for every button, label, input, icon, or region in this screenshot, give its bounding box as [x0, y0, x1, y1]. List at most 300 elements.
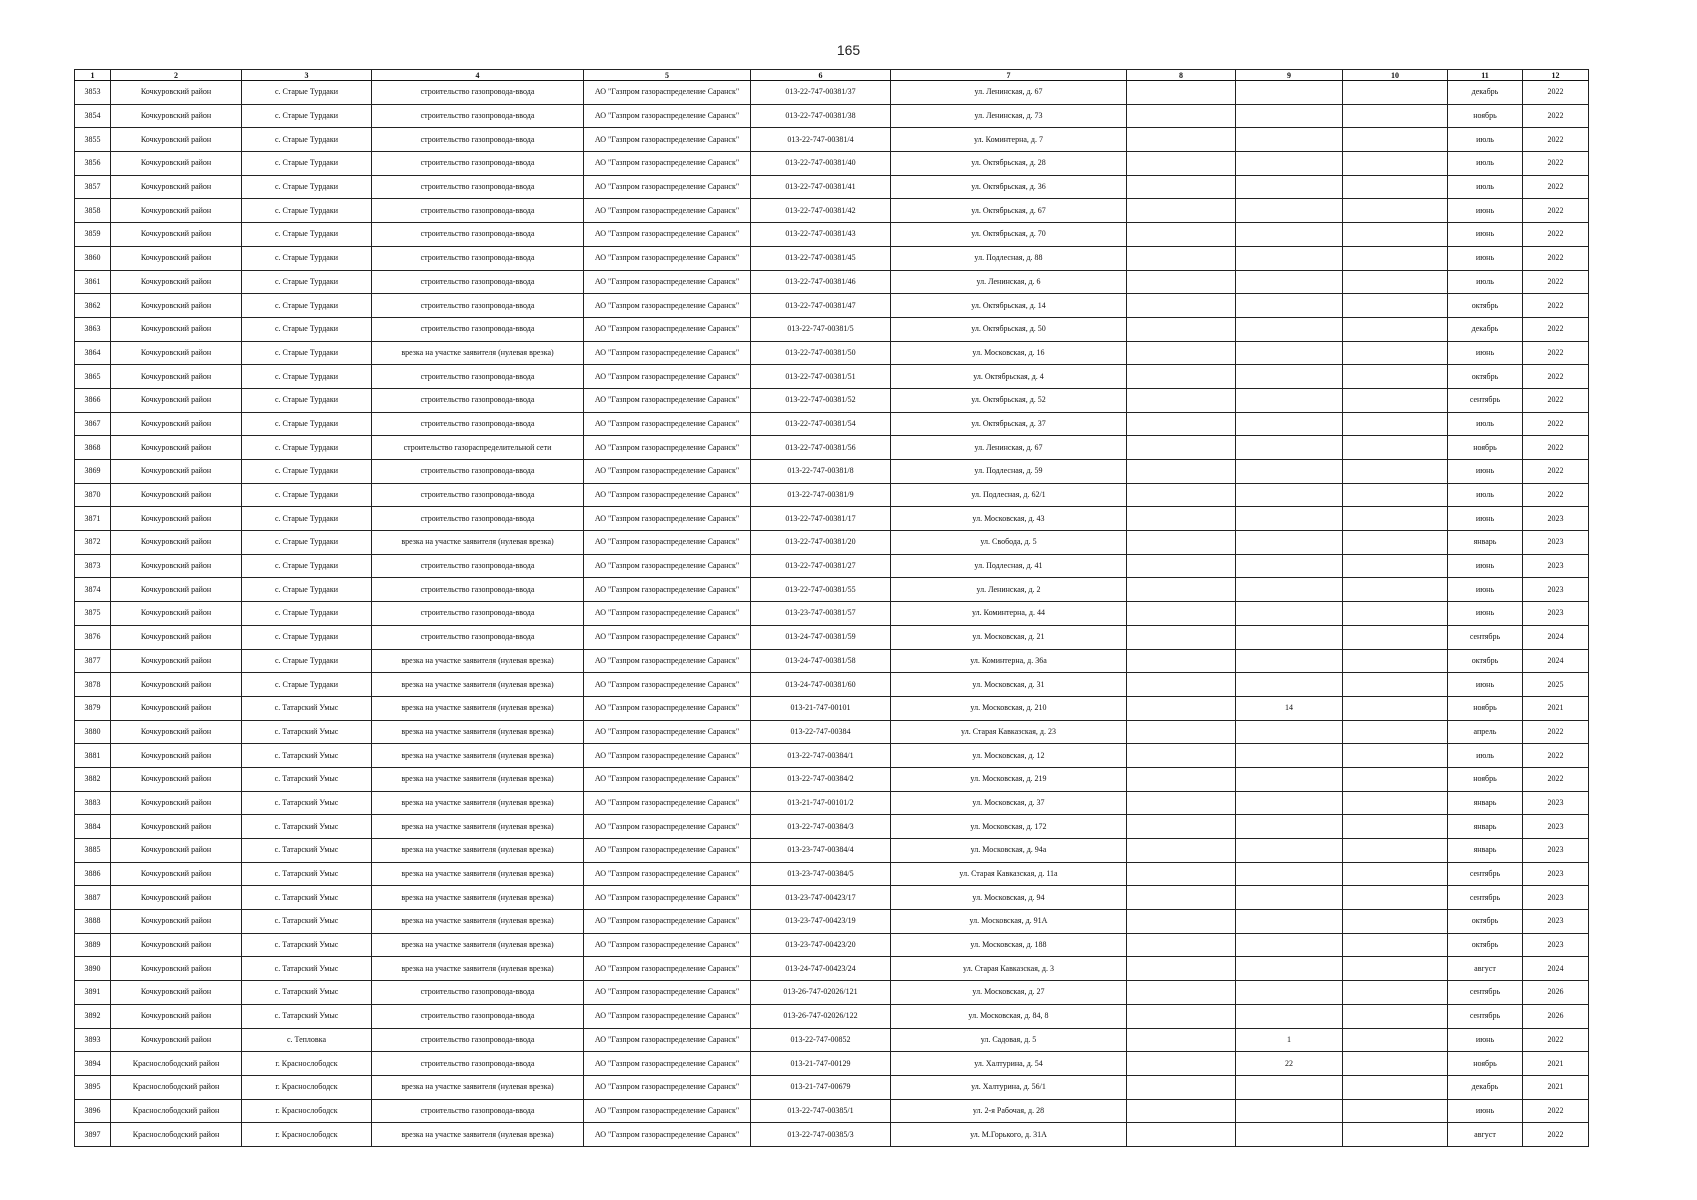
locality-cell: с. Старые Турдаки	[242, 483, 372, 507]
organization-cell: АО "Газпром газораспределение Саранск"	[584, 507, 751, 531]
work-type-cell: строительство газопровода-ввода	[372, 294, 584, 318]
column-8-cell	[1127, 602, 1236, 626]
organization-cell: АО "Газпром газораспределение Саранск"	[584, 649, 751, 673]
column-10-cell	[1343, 720, 1448, 744]
table-row	[75, 673, 1589, 697]
column-header: 6	[751, 70, 891, 81]
address-cell: ул. Ленинская, д. 2	[891, 578, 1127, 602]
locality-cell: с. Старые Турдаки	[242, 152, 372, 176]
address-cell: ул. Московская, д. 84, 8	[891, 1004, 1127, 1028]
column-8-cell	[1127, 1052, 1236, 1076]
month-cell: июнь	[1448, 673, 1523, 697]
code-cell: 013-22-747-00381/52	[751, 388, 891, 412]
column-8-cell	[1127, 223, 1236, 247]
table-row	[75, 294, 1589, 318]
year-cell: 2022	[1523, 744, 1589, 768]
code-cell: 013-24-747-00381/58	[751, 649, 891, 673]
column-header: 3	[242, 70, 372, 81]
district-cell: Кочкуровский район	[111, 649, 242, 673]
address-cell: ул. Московская, д. 172	[891, 815, 1127, 839]
address-cell: ул. Московская, д. 27	[891, 981, 1127, 1005]
address-cell: ул. Ленинская, д. 6	[891, 270, 1127, 294]
row-number: 3882	[75, 767, 111, 791]
row-number: 3871	[75, 507, 111, 531]
work-type-cell: строительство газопровода-ввода	[372, 104, 584, 128]
column-10-cell	[1343, 910, 1448, 934]
month-cell: июнь	[1448, 1028, 1523, 1052]
month-cell: июль	[1448, 175, 1523, 199]
district-cell: Кочкуровский район	[111, 933, 242, 957]
column-9-cell	[1236, 767, 1343, 791]
month-cell: июнь	[1448, 341, 1523, 365]
column-10-cell	[1343, 294, 1448, 318]
code-cell: 013-21-747-00101	[751, 696, 891, 720]
column-8-cell	[1127, 483, 1236, 507]
table-row	[75, 744, 1589, 768]
table-row	[75, 175, 1589, 199]
code-cell: 013-22-747-00381/20	[751, 531, 891, 555]
district-cell: Краснослободский район	[111, 1075, 242, 1099]
work-type-cell: строительство газопровода-ввода	[372, 1052, 584, 1076]
column-9-cell	[1236, 1004, 1343, 1028]
column-8-cell	[1127, 933, 1236, 957]
column-9-cell	[1236, 152, 1343, 176]
year-cell: 2022	[1523, 767, 1589, 791]
table-row	[75, 460, 1589, 484]
column-8-cell	[1127, 720, 1236, 744]
column-9-cell: 22	[1236, 1052, 1343, 1076]
district-cell: Кочкуровский район	[111, 886, 242, 910]
locality-cell: с. Старые Турдаки	[242, 294, 372, 318]
column-10-cell	[1343, 152, 1448, 176]
column-8-cell	[1127, 104, 1236, 128]
code-cell: 013-22-747-00381/37	[751, 81, 891, 105]
organization-cell: АО "Газпром газораспределение Саранск"	[584, 981, 751, 1005]
work-type-cell: врезка на участке заявителя (нулевая врезка)	[372, 744, 584, 768]
column-header: 5	[584, 70, 751, 81]
year-cell: 2022	[1523, 720, 1589, 744]
table-row	[75, 483, 1589, 507]
table-row	[75, 625, 1589, 649]
row-number: 3869	[75, 460, 111, 484]
table-row	[75, 1099, 1589, 1123]
code-cell: 013-21-747-00101/2	[751, 791, 891, 815]
column-8-cell	[1127, 1075, 1236, 1099]
column-9-cell	[1236, 128, 1343, 152]
month-cell: июль	[1448, 483, 1523, 507]
row-number: 3893	[75, 1028, 111, 1052]
district-cell: Кочкуровский район	[111, 791, 242, 815]
column-9-cell	[1236, 388, 1343, 412]
row-number: 3892	[75, 1004, 111, 1028]
month-cell: апрель	[1448, 720, 1523, 744]
work-type-cell: строительство газопровода-ввода	[372, 602, 584, 626]
year-cell: 2023	[1523, 602, 1589, 626]
column-10-cell	[1343, 341, 1448, 365]
month-cell: июль	[1448, 412, 1523, 436]
column-10-cell	[1343, 625, 1448, 649]
locality-cell: с. Татарский Умыс	[242, 981, 372, 1005]
year-cell: 2022	[1523, 294, 1589, 318]
work-type-cell: строительство газопровода-ввода	[372, 412, 584, 436]
year-cell: 2024	[1523, 649, 1589, 673]
table-row	[75, 507, 1589, 531]
address-cell: ул. М.Горького, д. 31А	[891, 1123, 1127, 1147]
organization-cell: АО "Газпром газораспределение Саранск"	[584, 886, 751, 910]
locality-cell: с. Старые Турдаки	[242, 175, 372, 199]
month-cell: сентябрь	[1448, 886, 1523, 910]
district-cell: Кочкуровский район	[111, 483, 242, 507]
code-cell: 013-22-747-00384/1	[751, 744, 891, 768]
year-cell: 2022	[1523, 199, 1589, 223]
district-cell: Кочкуровский район	[111, 246, 242, 270]
work-type-cell: врезка на участке заявителя (нулевая врезка)	[372, 649, 584, 673]
locality-cell: с. Татарский Умыс	[242, 767, 372, 791]
column-9-cell	[1236, 862, 1343, 886]
month-cell: июнь	[1448, 199, 1523, 223]
organization-cell: АО "Газпром газораспределение Саранск"	[584, 554, 751, 578]
code-cell: 013-22-747-00381/5	[751, 317, 891, 341]
column-9-cell	[1236, 1099, 1343, 1123]
year-cell: 2022	[1523, 175, 1589, 199]
locality-cell: г. Краснослободск	[242, 1075, 372, 1099]
district-cell: Кочкуровский район	[111, 696, 242, 720]
address-cell: ул. Халтурина, д. 54	[891, 1052, 1127, 1076]
column-8-cell	[1127, 531, 1236, 555]
district-cell: Кочкуровский район	[111, 270, 242, 294]
row-number: 3855	[75, 128, 111, 152]
district-cell: Кочкуровский район	[111, 81, 242, 105]
organization-cell: АО "Газпром газораспределение Саранск"	[584, 720, 751, 744]
organization-cell: АО "Газпром газораспределение Саранск"	[584, 412, 751, 436]
code-cell: 013-22-747-00381/42	[751, 199, 891, 223]
table-row	[75, 720, 1589, 744]
year-cell: 2023	[1523, 507, 1589, 531]
month-cell: октябрь	[1448, 910, 1523, 934]
district-cell: Краснослободский район	[111, 1123, 242, 1147]
locality-cell: с. Старые Турдаки	[242, 246, 372, 270]
organization-cell: АО "Газпром газораспределение Саранск"	[584, 957, 751, 981]
address-cell: ул. Московская, д. 31	[891, 673, 1127, 697]
table-row	[75, 104, 1589, 128]
locality-cell: с. Татарский Умыс	[242, 957, 372, 981]
district-cell: Кочкуровский район	[111, 436, 242, 460]
code-cell: 013-22-747-00384/3	[751, 815, 891, 839]
column-10-cell	[1343, 460, 1448, 484]
organization-cell: АО "Газпром газораспределение Саранск"	[584, 839, 751, 863]
district-cell: Кочкуровский район	[111, 862, 242, 886]
month-cell: июнь	[1448, 507, 1523, 531]
table-row	[75, 199, 1589, 223]
address-cell: ул. Октябрьская, д. 14	[891, 294, 1127, 318]
locality-cell: с. Татарский Умыс	[242, 839, 372, 863]
code-cell: 013-22-747-00381/8	[751, 460, 891, 484]
row-number: 3874	[75, 578, 111, 602]
locality-cell: с. Старые Турдаки	[242, 388, 372, 412]
column-9-cell	[1236, 720, 1343, 744]
district-cell: Кочкуровский район	[111, 1028, 242, 1052]
year-cell: 2022	[1523, 365, 1589, 389]
address-cell: ул. Московская, д. 91А	[891, 910, 1127, 934]
code-cell: 013-22-747-00381/54	[751, 412, 891, 436]
district-cell: Кочкуровский район	[111, 1004, 242, 1028]
code-cell: 013-22-747-00381/43	[751, 223, 891, 247]
table-row	[75, 81, 1589, 105]
locality-cell: с. Татарский Умыс	[242, 933, 372, 957]
month-cell: сентябрь	[1448, 625, 1523, 649]
locality-cell: с. Старые Турдаки	[242, 602, 372, 626]
address-cell: ул. Московская, д. 188	[891, 933, 1127, 957]
column-9-cell	[1236, 175, 1343, 199]
locality-cell: с. Старые Турдаки	[242, 460, 372, 484]
month-cell: январь	[1448, 815, 1523, 839]
row-number: 3873	[75, 554, 111, 578]
table-row	[75, 1052, 1589, 1076]
district-cell: Кочкуровский район	[111, 460, 242, 484]
table-row	[75, 128, 1589, 152]
row-number: 3859	[75, 223, 111, 247]
locality-cell: с. Татарский Умыс	[242, 862, 372, 886]
month-cell: июнь	[1448, 554, 1523, 578]
district-cell: Краснослободский район	[111, 1099, 242, 1123]
locality-cell: с. Тепловка	[242, 1028, 372, 1052]
work-type-cell: врезка на участке заявителя (нулевая врезка)	[372, 720, 584, 744]
year-cell: 2022	[1523, 341, 1589, 365]
address-cell: ул. Октябрьская, д. 4	[891, 365, 1127, 389]
year-cell: 2022	[1523, 436, 1589, 460]
column-8-cell	[1127, 839, 1236, 863]
district-cell: Кочкуровский район	[111, 365, 242, 389]
month-cell: июль	[1448, 152, 1523, 176]
row-number: 3863	[75, 317, 111, 341]
month-cell: ноябрь	[1448, 767, 1523, 791]
year-cell: 2021	[1523, 1052, 1589, 1076]
column-10-cell	[1343, 317, 1448, 341]
code-cell: 013-26-747-02026/121	[751, 981, 891, 1005]
column-9-cell	[1236, 81, 1343, 105]
column-10-cell	[1343, 507, 1448, 531]
district-cell: Краснослободский район	[111, 1052, 242, 1076]
column-8-cell	[1127, 388, 1236, 412]
column-9-cell	[1236, 649, 1343, 673]
code-cell: 013-22-747-00381/41	[751, 175, 891, 199]
column-8-cell	[1127, 696, 1236, 720]
column-8-cell	[1127, 1099, 1236, 1123]
organization-cell: АО "Газпром газораспределение Саранск"	[584, 223, 751, 247]
work-type-cell: врезка на участке заявителя (нулевая врезка)	[372, 767, 584, 791]
district-cell: Кочкуровский район	[111, 531, 242, 555]
organization-cell: АО "Газпром газораспределение Саранск"	[584, 1075, 751, 1099]
table-row	[75, 957, 1589, 981]
column-10-cell	[1343, 1099, 1448, 1123]
work-type-cell: строительство газопровода-ввода	[372, 1028, 584, 1052]
district-cell: Кочкуровский район	[111, 720, 242, 744]
organization-cell: АО "Газпром газораспределение Саранск"	[584, 1099, 751, 1123]
row-number: 3878	[75, 673, 111, 697]
column-10-cell	[1343, 602, 1448, 626]
organization-cell: АО "Газпром газораспределение Саранск"	[584, 673, 751, 697]
row-number: 3867	[75, 412, 111, 436]
locality-cell: с. Старые Турдаки	[242, 341, 372, 365]
table-row	[75, 649, 1589, 673]
district-cell: Кочкуровский район	[111, 388, 242, 412]
code-cell: 013-22-747-00385/3	[751, 1123, 891, 1147]
column-10-cell	[1343, 791, 1448, 815]
row-number: 3880	[75, 720, 111, 744]
row-number: 3897	[75, 1123, 111, 1147]
column-8-cell	[1127, 1004, 1236, 1028]
district-cell: Кочкуровский район	[111, 152, 242, 176]
code-cell: 013-26-747-02026/122	[751, 1004, 891, 1028]
column-8-cell	[1127, 791, 1236, 815]
year-cell: 2023	[1523, 815, 1589, 839]
address-cell: ул. Октябрьская, д. 52	[891, 388, 1127, 412]
district-cell: Кочкуровский район	[111, 507, 242, 531]
district-cell: Кочкуровский район	[111, 744, 242, 768]
address-cell: ул. Подлесная, д. 41	[891, 554, 1127, 578]
work-type-cell: врезка на участке заявителя (нулевая врезка)	[372, 815, 584, 839]
table-row	[75, 1004, 1589, 1028]
row-number: 3891	[75, 981, 111, 1005]
row-number: 3856	[75, 152, 111, 176]
column-9-cell	[1236, 933, 1343, 957]
column-9-cell	[1236, 981, 1343, 1005]
row-number: 3896	[75, 1099, 111, 1123]
organization-cell: АО "Газпром газораспределение Саранск"	[584, 696, 751, 720]
column-10-cell	[1343, 673, 1448, 697]
locality-cell: г. Краснослободск	[242, 1052, 372, 1076]
work-type-cell: врезка на участке заявителя (нулевая врезка)	[372, 933, 584, 957]
district-cell: Кочкуровский район	[111, 602, 242, 626]
code-cell: 013-23-747-00423/19	[751, 910, 891, 934]
year-cell: 2023	[1523, 886, 1589, 910]
column-8-cell	[1127, 199, 1236, 223]
organization-cell: АО "Газпром газораспределение Саранск"	[584, 1052, 751, 1076]
column-9-cell	[1236, 1075, 1343, 1099]
district-cell: Кочкуровский район	[111, 578, 242, 602]
row-number: 3885	[75, 839, 111, 863]
work-type-cell: строительство газопровода-ввода	[372, 388, 584, 412]
column-10-cell	[1343, 696, 1448, 720]
locality-cell: с. Старые Турдаки	[242, 673, 372, 697]
table-row	[75, 270, 1589, 294]
row-number: 3857	[75, 175, 111, 199]
organization-cell: АО "Газпром газораспределение Саранск"	[584, 933, 751, 957]
district-cell: Кочкуровский район	[111, 815, 242, 839]
work-type-cell: врезка на участке заявителя (нулевая врезка)	[372, 886, 584, 910]
district-cell: Кочкуровский район	[111, 673, 242, 697]
column-8-cell	[1127, 1028, 1236, 1052]
organization-cell: АО "Газпром газораспределение Саранск"	[584, 246, 751, 270]
address-cell: ул. Ленинская, д. 67	[891, 436, 1127, 460]
organization-cell: АО "Газпром газораспределение Саранск"	[584, 791, 751, 815]
column-8-cell	[1127, 294, 1236, 318]
code-cell: 013-23-747-00384/4	[751, 839, 891, 863]
locality-cell: с. Татарский Умыс	[242, 815, 372, 839]
column-9-cell: 1	[1236, 1028, 1343, 1052]
code-cell: 013-22-747-00381/50	[751, 341, 891, 365]
locality-cell: с. Татарский Умыс	[242, 720, 372, 744]
column-9-cell	[1236, 270, 1343, 294]
address-cell: ул. Московская, д. 43	[891, 507, 1127, 531]
work-type-cell: врезка на участке заявителя (нулевая врезка)	[372, 673, 584, 697]
locality-cell: с. Татарский Умыс	[242, 696, 372, 720]
column-10-cell	[1343, 1075, 1448, 1099]
row-number: 3888	[75, 910, 111, 934]
address-cell: ул. Октябрьская, д. 28	[891, 152, 1127, 176]
locality-cell: с. Старые Турдаки	[242, 81, 372, 105]
code-cell: 013-22-747-00381/4	[751, 128, 891, 152]
code-cell: 013-24-747-00381/59	[751, 625, 891, 649]
work-type-cell: строительство газопровода-ввода	[372, 199, 584, 223]
organization-cell: АО "Газпром газораспределение Саранск"	[584, 317, 751, 341]
address-cell: ул. Московская, д. 12	[891, 744, 1127, 768]
organization-cell: АО "Газпром газораспределение Саранск"	[584, 199, 751, 223]
work-type-cell: строительство газопровода-ввода	[372, 554, 584, 578]
column-9-cell	[1236, 625, 1343, 649]
column-9-cell	[1236, 317, 1343, 341]
locality-cell: с. Старые Турдаки	[242, 625, 372, 649]
address-cell: ул. Московская, д. 210	[891, 696, 1127, 720]
month-cell: январь	[1448, 531, 1523, 555]
address-cell: ул. Подлесная, д. 62/1	[891, 483, 1127, 507]
column-9-cell	[1236, 815, 1343, 839]
column-10-cell	[1343, 839, 1448, 863]
month-cell: сентябрь	[1448, 1004, 1523, 1028]
locality-cell: с. Старые Турдаки	[242, 104, 372, 128]
row-number: 3862	[75, 294, 111, 318]
organization-cell: АО "Газпром газораспределение Саранск"	[584, 341, 751, 365]
code-cell: 013-22-747-00381/45	[751, 246, 891, 270]
month-cell: январь	[1448, 839, 1523, 863]
column-8-cell	[1127, 578, 1236, 602]
column-9-cell	[1236, 744, 1343, 768]
column-8-cell	[1127, 767, 1236, 791]
column-8-cell	[1127, 270, 1236, 294]
month-cell: сентябрь	[1448, 388, 1523, 412]
work-type-cell: строительство газопровода-ввода	[372, 152, 584, 176]
work-type-cell: врезка на участке заявителя (нулевая врезка)	[372, 531, 584, 555]
column-10-cell	[1343, 862, 1448, 886]
month-cell: октябрь	[1448, 365, 1523, 389]
month-cell: декабрь	[1448, 317, 1523, 341]
work-type-cell: строительство газопровода-ввода	[372, 483, 584, 507]
table-row	[75, 554, 1589, 578]
column-9-cell	[1236, 1123, 1343, 1147]
work-type-cell: строительство газораспределительной сети	[372, 436, 584, 460]
locality-cell: с. Старые Турдаки	[242, 223, 372, 247]
organization-cell: АО "Газпром газораспределение Саранск"	[584, 578, 751, 602]
month-cell: июнь	[1448, 602, 1523, 626]
row-number: 3868	[75, 436, 111, 460]
row-number: 3861	[75, 270, 111, 294]
column-9-cell	[1236, 341, 1343, 365]
address-cell: ул. Старая Кавказская, д. 3	[891, 957, 1127, 981]
year-cell: 2026	[1523, 1004, 1589, 1028]
table-row	[75, 981, 1589, 1005]
column-9-cell	[1236, 365, 1343, 389]
address-cell: ул. Коминтерна, д. 7	[891, 128, 1127, 152]
month-cell: ноябрь	[1448, 436, 1523, 460]
organization-cell: АО "Газпром газораспределение Саранск"	[584, 602, 751, 626]
locality-cell: с. Старые Турдаки	[242, 317, 372, 341]
column-8-cell	[1127, 957, 1236, 981]
column-number-row	[75, 70, 1589, 81]
column-10-cell	[1343, 1123, 1448, 1147]
table-row	[75, 815, 1589, 839]
row-number: 3887	[75, 886, 111, 910]
column-9-cell	[1236, 791, 1343, 815]
